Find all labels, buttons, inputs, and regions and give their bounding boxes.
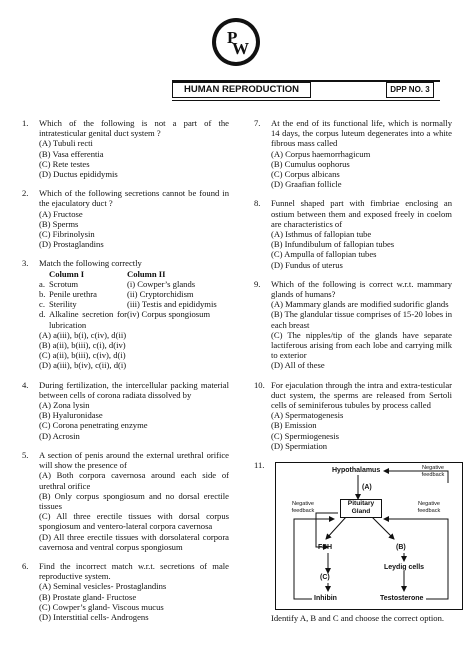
column-i-item: Sterility [49,299,77,310]
option: (D) Ductus epididymis [39,169,118,180]
option: (A) Tubuli recti [39,138,93,149]
label-a: (A) [362,484,372,492]
option: (A) Corpus haemorrhagicum [271,148,371,159]
table-row [39,279,229,289]
option: (B) Infundibulum of fallopian tubes [271,239,395,250]
row-letter: c. [39,299,45,310]
option: (C) Rete testes [39,158,90,169]
logo [212,18,260,66]
option: (C) Cowper’s gland- Viscous mucus [39,601,164,612]
label-c: (C) [320,574,330,582]
question-6 [22,561,229,622]
dpp-number: DPP NO. 3 [386,82,434,98]
question-number: 4. [22,379,29,390]
option: (A) Mammary glands are modified sudorific glands [271,299,449,310]
question-number: 5. [22,449,29,460]
question-number: 6. [22,560,29,571]
pituitary-gland-box: Pituitary Gland [340,499,382,518]
left-column [22,118,229,631]
question-text: For ejaculation through the intra and extra-testicular duct system, the sperms are released from Sertoli cells of seminiferous tubules by process called [271,379,452,411]
question-9 [254,279,452,371]
question-number: 8. [254,198,261,209]
option: (B) Sperms [39,218,79,229]
negative-feedback-label: Negative feedback [417,501,441,514]
option: (C) a(ii), b(iii), c(iv), d(i) [39,350,126,361]
option: (A) Spermatogenesis [271,410,344,421]
option: (C) All three erectile tissues with dorsal corpus spongiosum and ventero-lateral corpora cavernosa [39,511,229,532]
option: (B) Emission [271,420,317,431]
row-letter: d. [39,309,46,320]
question-number: 10. [254,379,265,390]
table-row [39,299,229,309]
question-1 [22,118,229,179]
question-3 [22,258,229,370]
column-header: Column I [49,268,85,279]
option: (A) Zona lysin [39,400,90,411]
option: (A) a(iii), b(i), c(iv), d(ii) [39,329,127,340]
column-i-item: Penile urethra [49,289,97,300]
option: (D) All three erectile tissues with dorsolateral corpora cavernosa and ventral corpus spongiosum [39,531,229,552]
question-4 [22,380,229,441]
option: (D) Interstitial cells- Androgens [39,611,149,622]
negative-feedback-label: Negative feedback [291,501,315,514]
question-text: A section of penis around the external urethral orifice will show the presence of [39,449,229,471]
option: (B) The glandular tissue comprises of 15-20 lobes in each breast [271,309,452,330]
column-ii-item: (iv) Corpus spongiosum [127,309,211,320]
row-letter: b. [39,289,46,300]
option: (C) Corona penetrating enzyme [39,420,148,431]
column-ii-item: (iii) Testis and epididymis [127,299,217,310]
column-i-item: Alkaline secretion for lubrication [49,309,127,330]
option: (C) Fibrinolysin [39,229,95,240]
question-number: 3. [22,258,29,269]
column-i-item: Scrotum [49,278,79,289]
column-ii-item: (i) Cowper’s glands [127,278,196,289]
option: (B) a(ii), b(iii), c(i), d(iv) [39,340,126,351]
option: (D) Prostaglandins [39,239,104,250]
option: (B) Prostate gland- Fructose [39,591,137,602]
option: (A) Isthmus of fallopian tube [271,229,372,240]
hypothalamus-label: Hypothalamus [332,467,381,475]
option: (B) Hyaluronidase [39,410,103,421]
option: (C) Spermiogenesis [271,430,340,441]
option: (B) Vasa efferentia [39,148,104,159]
option: (D) Fundus of uterus [271,259,343,270]
option: (C) Corpus albicans [271,169,340,180]
question-5 [22,450,229,552]
question-text: Funnel shaped part with fimbriae enclosing an ostium between them and exposed freely in coelom are characteristics of [271,198,452,229]
table-row [39,289,229,299]
match-table [39,269,229,330]
question-text: Which of the following secretions cannot be found in the ejaculatory duct ? [39,188,229,209]
question-11 [254,460,452,623]
row-letter: a. [39,278,45,289]
option: (A) Fructose [39,208,83,219]
document-title: HUMAN REPRODUCTION [172,82,311,98]
right-column [254,118,452,632]
logo-mark: P W [216,22,256,62]
question-10 [254,380,452,451]
table-row [39,309,229,329]
option: (D) Acrosin [39,430,80,441]
option: (C) Ampulla of fallopian tubes [271,249,377,260]
question-text: Which of the following is not a part of the intratesticular genital duct system ? [39,118,229,139]
question-text: Which of the following is correct w.r.t. mammary glands of humans? [271,278,452,300]
hormone-diagram [275,462,463,610]
question-number: 11. [254,460,265,471]
option: (C) The nipples/tip of the glands have separate lactiferous arising from each lobe and carrying milk to exterior [271,329,452,361]
option: (D) Graafian follicle [271,179,342,190]
question-text: Identify A, B and C and choose the correct option. [271,613,445,624]
question-text: Find the incorrect match w.r.t. secretions of male reproductive system. [39,560,229,582]
option: (A) Seminal vesicles- Prostaglandins [39,581,167,592]
fsh-label: FSH [318,544,332,552]
leydig-cells-label: Leydig cells [384,564,425,572]
option: (D) All of these [271,360,325,371]
negative-feedback-label: Negative feedback [421,465,445,478]
question-7 [254,118,452,189]
column-header: Column II [127,268,166,279]
question-2 [22,188,229,249]
question-text: At the end of its functional life, which is normally 14 days, the corpus luteum degenerates into a white fibrous mass called [271,118,452,149]
question-8 [254,198,452,269]
question-number: 7. [254,118,261,128]
question-text: During fertilization, the intercellular packing material between cells of corona radiata dissolved by [39,379,229,400]
option: (D) a(iii), b(iv), c(ii), d(i) [39,360,127,371]
question-number: 9. [254,278,261,289]
label-b: (B) [396,544,406,552]
inhibin-label: Inhibin [314,595,337,603]
option: (B) Only corpus spongiosum and no dorsal erectile tissues [39,490,229,511]
testosterone-label: Testosterone [380,595,424,603]
question-number: 2. [22,188,29,199]
column-ii-item: (ii) Cryptorchidism [127,289,194,300]
option: (B) Cumulus oophorus [271,158,350,169]
option: (A) Both corpora cavernosa around each side of urethral orifice [39,470,229,491]
question-number: 1. [22,118,29,128]
question-text: Match the following correctly [39,258,142,269]
option: (D) Spermiation [271,440,328,451]
